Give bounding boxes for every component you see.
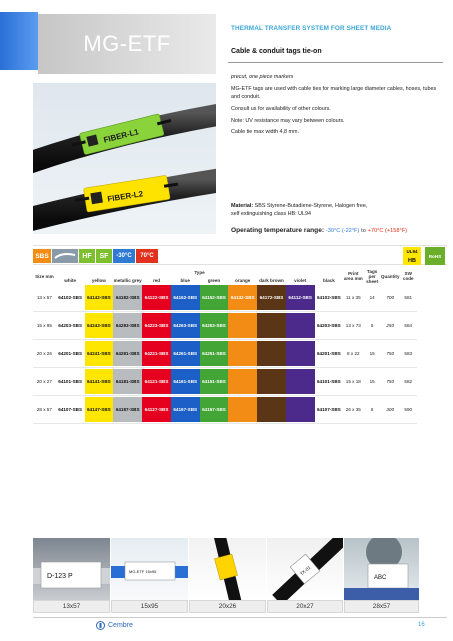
description-p2: Consult us for availability of other colours. [231, 105, 331, 112]
description-p3: Note: UV resistance may vary between colours. [231, 117, 345, 124]
code-cell [228, 312, 257, 340]
table-row [33, 284, 417, 312]
code-cell [257, 340, 286, 368]
operating-cold: -30°C (-22°F) [325, 228, 360, 234]
code-cell [200, 396, 229, 424]
green-tag [70, 111, 174, 157]
sw-code-cell: 582 [400, 368, 417, 396]
code-white: 64101-SBS [56, 369, 85, 394]
sw-code-cell: 583 [400, 340, 417, 368]
ul94-badge: UL94 [403, 247, 421, 256]
code-cell [56, 396, 85, 424]
color-header: red [152, 277, 161, 283]
code-cell [200, 340, 229, 368]
code-cell [56, 340, 85, 368]
table-row [33, 368, 417, 396]
property-badges [33, 245, 447, 265]
photo-20x27 [267, 538, 343, 600]
color-header: violet [294, 277, 307, 283]
code-cell [200, 284, 229, 312]
code-cell [171, 396, 200, 424]
material-label: Material: [231, 203, 254, 209]
code-cell [315, 312, 344, 340]
code-black: 64102-SBS [315, 285, 344, 310]
sw-code-cell: 590 [400, 396, 417, 424]
sw-code-cell: 584 [400, 312, 417, 340]
size-header: Size mm [35, 273, 54, 279]
code-blue: 64161-SBS [171, 369, 200, 394]
code-cell [142, 396, 171, 424]
size-cell: 20 x 26 [33, 340, 56, 368]
color-header: blue [180, 277, 190, 283]
code-cell [85, 396, 114, 424]
code-cell [85, 368, 114, 396]
code-red: 64121-SBS [142, 369, 171, 394]
code-yellow: 64147-SBS [85, 397, 114, 422]
sbs-badge: SBS [33, 249, 51, 263]
hf-badge: HF [79, 249, 95, 263]
color-header: green [207, 277, 221, 283]
code-black: 64201-SBS [315, 341, 344, 366]
product-photo [33, 83, 216, 234]
code-dark-brown [257, 369, 286, 394]
product-title: Cable & conduit tags tie-on [231, 48, 322, 55]
code-cell [113, 284, 142, 312]
code-metallic-grey: 64182-SBS [113, 285, 142, 310]
brand-name: Cembre [108, 622, 133, 629]
code-metallic-grey: 64283-SBS [113, 313, 142, 338]
cable-icon [54, 251, 76, 261]
code-blue: 64261-SBS [171, 341, 200, 366]
color-header: yellow [91, 277, 106, 283]
material-line2: self extinguishing class HB: UL94 [231, 210, 312, 217]
code-cell [142, 312, 171, 340]
code-cell [171, 312, 200, 340]
cable-icon-badge [52, 249, 78, 263]
table-row [33, 396, 417, 424]
code-dark-brown: 64172-SBS [257, 285, 286, 310]
code-cell [315, 396, 344, 424]
hb-badge: HB [403, 256, 421, 265]
code-red: 64127-SBS [142, 397, 171, 422]
code-cell [286, 368, 315, 396]
quantity-cell: 300 [381, 396, 400, 424]
header-divider [228, 62, 443, 63]
page-number: 16 [418, 622, 425, 628]
sw-code-header: SW code [402, 271, 414, 281]
code-cell [171, 368, 200, 396]
description-p4: Cable tie max width 4,8 mm. [231, 129, 300, 136]
code-metallic-grey: 64187-SBS [113, 397, 142, 422]
code-cell [113, 312, 142, 340]
code-yellow: 64142-SBS [85, 285, 114, 310]
code-metallic-grey: 64281-SBS [113, 341, 142, 366]
code-cell [85, 312, 114, 340]
tags-per-sheet-header: Tags per sheet [366, 268, 379, 284]
color-header: dark brown [259, 277, 284, 283]
code-cell [200, 368, 229, 396]
code-violet [286, 369, 315, 394]
description-p1: MG-ETF tags are used with cable ties for marking large diameter cables, hoses, tubes and conduit. [231, 85, 437, 100]
code-cell [228, 284, 257, 312]
code-cell [113, 396, 142, 424]
code-orange [228, 313, 257, 338]
code-green: 64253-SBS [200, 313, 229, 338]
size-cell: 20 x 27 [33, 368, 56, 396]
code-yellow: 64241-SBS [85, 341, 114, 366]
brand-logo [96, 621, 133, 630]
code-black: 64101-SBS [315, 369, 344, 394]
bottom-photos [33, 538, 419, 600]
code-yellow: 64141-SBS [85, 369, 114, 394]
tags-cell: 14 [363, 284, 381, 312]
code-cell [171, 340, 200, 368]
color-header: metallic grey [113, 277, 142, 283]
table-row [33, 312, 417, 340]
photo-13x57 [33, 538, 110, 600]
quantity-cell: 250 [381, 312, 400, 340]
photo-20x26 [189, 538, 266, 600]
code-orange [228, 369, 257, 394]
operating-label: Operating temperature range: [231, 227, 325, 234]
product-name-box [38, 14, 216, 74]
code-cell [257, 312, 286, 340]
code-blue: 64162-SBS [171, 285, 200, 310]
green-tag-text: FIBER-L1 [102, 127, 140, 145]
sf-badge: SF [96, 249, 112, 263]
code-white: 64203-SBS [56, 313, 85, 338]
photo-28x57 [344, 538, 419, 600]
code-violet: 64112-SBS [286, 285, 315, 310]
code-cell [257, 396, 286, 424]
code-green: 64152-SBS [200, 285, 229, 310]
code-cell [56, 312, 85, 340]
code-cell [85, 284, 114, 312]
code-violet [286, 397, 315, 422]
code-dark-brown [257, 341, 286, 366]
code-cell [228, 396, 257, 424]
operating-hot: +70°C (+158°F) [367, 228, 407, 234]
code-cell [113, 368, 142, 396]
material-block [231, 203, 446, 218]
photo2-tag-text: MG-ETF 15x95 [129, 569, 157, 574]
hot-badge: 70°C [136, 249, 158, 263]
rohs-badge: RoHS [425, 247, 445, 265]
code-cell [142, 340, 171, 368]
photo-15x95 [111, 538, 188, 600]
cold-badge: -30°C [113, 249, 135, 263]
cembre-logo-icon [96, 621, 105, 630]
tags-cell: 15 [363, 368, 381, 396]
code-cell [142, 368, 171, 396]
print-area-cell: 26 x 35 [343, 396, 363, 424]
color-header: black [323, 277, 335, 283]
code-dark-brown [257, 397, 286, 422]
code-cell [286, 396, 315, 424]
quantity-header: Quantity [380, 273, 400, 279]
code-cell [56, 368, 85, 396]
description [231, 73, 441, 140]
caption-20x26: 20x26 [189, 600, 266, 613]
tags-cell: 6 [363, 396, 381, 424]
caption-28x57: 28x57 [344, 600, 419, 613]
material-line1: SBS Styrene-Butadiene-Styrene, Halogen free, [254, 203, 368, 209]
code-red: 64223-SBS [142, 313, 171, 338]
code-yellow: 64243-SBS [85, 313, 114, 338]
print-area-cell: 11 x 35 [343, 284, 363, 312]
code-blue: 64263-SBS [171, 313, 200, 338]
quantity-cell: 750 [381, 340, 400, 368]
code-green: 64157-SBS [200, 397, 229, 422]
product-table [33, 268, 417, 424]
code-cell [142, 284, 171, 312]
code-white: 64107-SBS [56, 397, 85, 422]
code-cell [286, 340, 315, 368]
code-orange [228, 397, 257, 422]
sw-code-cell: 581 [400, 284, 417, 312]
yellow-tag-text: FIBER-L2 [106, 189, 144, 204]
color-header: orange [235, 277, 251, 283]
code-cell [257, 368, 286, 396]
operating-to: to [361, 228, 366, 234]
code-black: 64203-SBS [315, 313, 344, 338]
size-cell: 28 x 57 [33, 396, 56, 424]
code-white: 64102-SBS [56, 285, 85, 310]
code-green: 64251-SBS [200, 341, 229, 366]
print-area-cell: 8 x 22 [343, 340, 363, 368]
tags-cell: 15 [363, 340, 381, 368]
code-cell [171, 284, 200, 312]
caption-15x95: 15x95 [111, 600, 188, 613]
blue-accent-tab [0, 12, 38, 70]
code-green: 64151-SBS [200, 369, 229, 394]
code-cell [286, 312, 315, 340]
caption-20x27: 20x27 [267, 600, 343, 613]
code-cell [85, 340, 114, 368]
color-header: white [64, 277, 77, 283]
operating-temp [231, 227, 407, 234]
code-orange [228, 341, 257, 366]
print-area-cell: 13 x 73 [343, 312, 363, 340]
code-cell [56, 284, 85, 312]
code-blue: 64167-SBS [171, 397, 200, 422]
code-cell [315, 368, 344, 396]
footer-divider [33, 617, 447, 618]
code-orange: 64132-SBS [228, 285, 257, 310]
tags-cell: 5 [363, 312, 381, 340]
table-row [33, 340, 417, 368]
photo5-tag-text: ABC [374, 575, 387, 581]
caption-13x57: 13x57 [33, 600, 110, 613]
size-cell: 15 x 95 [33, 312, 56, 340]
code-violet [286, 313, 315, 338]
code-white: 64201-SBS [56, 341, 85, 366]
code-cell [315, 340, 344, 368]
subtitle: precut, one piece markers [231, 74, 294, 80]
code-cell [257, 284, 286, 312]
code-dark-brown [257, 313, 286, 338]
code-cell [113, 340, 142, 368]
photo1-tag-text: D-123 P [47, 573, 73, 580]
code-cell [286, 284, 315, 312]
code-cell [200, 312, 229, 340]
type-header: Type [194, 269, 205, 275]
section-title: THERMAL TRANSFER SYSTEM FOR SHEET MEDIA [231, 25, 392, 32]
code-red: 64122-SBS [142, 285, 171, 310]
size-cell: 13 x 57 [33, 284, 56, 312]
quantity-cell: 750 [381, 368, 400, 396]
code-violet [286, 341, 315, 366]
quantity-cell: 700 [381, 284, 400, 312]
code-cell [228, 368, 257, 396]
print-area-cell: 15 x 18 [343, 368, 363, 396]
print-area-header: Print area mm [343, 271, 363, 281]
code-metallic-grey: 64181-SBS [113, 369, 142, 394]
photo4-tag-text: TX-01 [298, 564, 312, 577]
product-name: MG-ETF [83, 31, 171, 56]
code-cell [228, 340, 257, 368]
code-red: 64221-SBS [142, 341, 171, 366]
code-black: 64107-SBS [315, 397, 344, 422]
code-cell [315, 284, 344, 312]
